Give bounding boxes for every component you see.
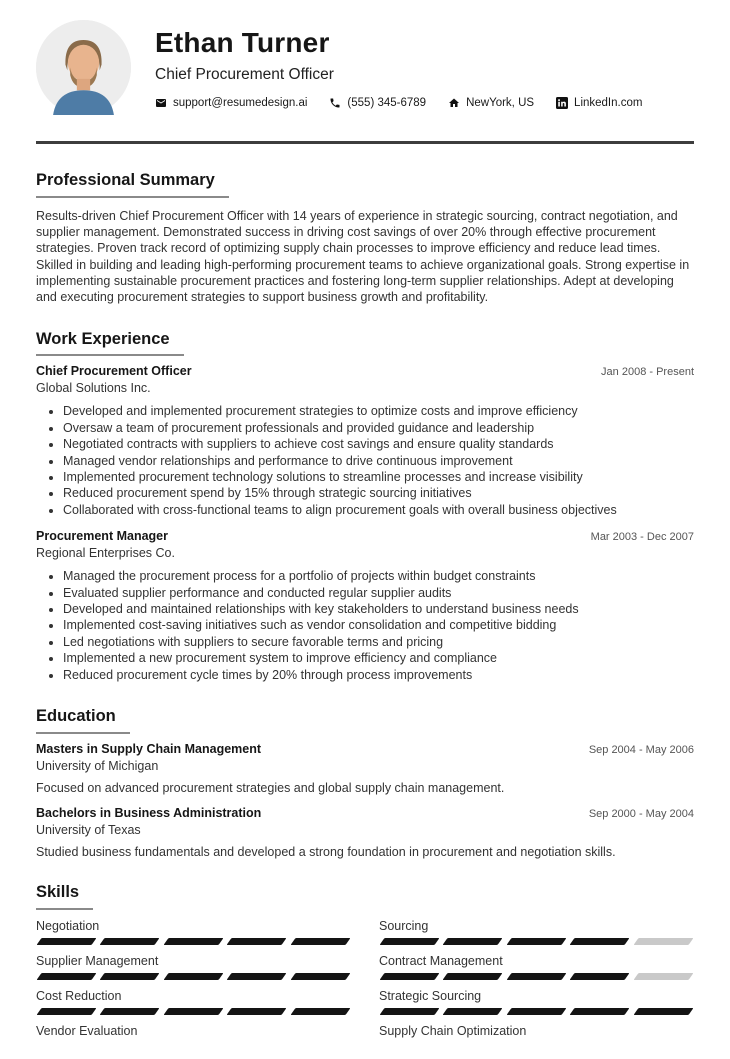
skill-name: Supplier Management — [36, 953, 159, 968]
skill-bar — [36, 1008, 351, 1015]
degree-entry — [36, 742, 694, 795]
section-heading-experience: Work Experience — [36, 330, 184, 357]
degree-school: University of Michigan — [36, 758, 159, 773]
skill-bar-segment — [290, 938, 350, 945]
linkedin-icon — [556, 97, 568, 109]
skills-column — [36, 919, 351, 1059]
skill-bar-segment — [100, 973, 160, 980]
contact-location-text: NewYork, US — [466, 96, 535, 109]
skill-bar — [379, 1008, 694, 1015]
job-dates: Mar 2003 - Dec 2007 — [590, 531, 694, 544]
skill-item — [379, 1024, 694, 1050]
skill-bar — [379, 1043, 694, 1050]
section-skills — [36, 883, 694, 1059]
skill-item — [36, 989, 351, 1015]
bullet-item: • Reduced procurement cycle times by 20% through process improvements — [63, 667, 694, 683]
skill-name: Strategic Sourcing — [379, 988, 482, 1003]
skill-bar — [36, 973, 351, 980]
skill-bar-segment — [37, 1008, 97, 1015]
skill-name: Sourcing — [379, 918, 429, 933]
resume-header — [36, 20, 694, 115]
contact-row — [155, 97, 642, 109]
skill-bar — [379, 938, 694, 945]
bullet-item: • Reduced procurement spend by 15% through strategic sourcing initiatives — [63, 485, 694, 501]
job-entry-head — [36, 364, 694, 378]
contact-phone — [329, 97, 426, 109]
contact-linkedin-text: LinkedIn.com — [574, 96, 643, 109]
skill-bar-segment — [570, 938, 630, 945]
degree-dates: Sep 2004 - May 2006 — [588, 743, 694, 756]
skill-bar-segment — [633, 938, 693, 945]
job-company: Global Solutions Inc. — [36, 381, 151, 396]
skill-bar — [379, 973, 694, 980]
section-heading-skills: Skills — [36, 883, 93, 910]
contact-location — [448, 97, 534, 109]
skill-bar-segment — [290, 1008, 350, 1015]
header-text — [155, 20, 642, 115]
skill-bar-segment — [290, 973, 350, 980]
bullet-item: • Evaluated supplier performance and conducted regular supplier audits — [63, 585, 694, 601]
bullet-item: • Implemented cost-saving initiatives such as vendor consolidation and competitive bidding — [63, 617, 694, 633]
skill-item — [36, 919, 351, 945]
bullet-item: • Implemented procurement technology solutions to streamline processes and increase visibility — [63, 469, 694, 485]
degree-description: Studied business fundamentals and developed a strong foundation in procurement and negotiation skills. — [36, 844, 616, 859]
skill-bar-segment — [570, 973, 630, 980]
degree-school: University of Texas — [36, 822, 141, 837]
skill-item — [379, 989, 694, 1015]
degree-list — [36, 742, 694, 859]
summary-text: Results-driven Chief Procurement Officer with 14 years of experience in strategic sourcing, contract negotiation, and supplier management. Demonstrated success in driving cost savings of over 20% through effective procurement strategies. Proven track record of optimizing supply chain processes to improve efficiency and reduce lead times. Skilled in building and leading high-performing procurement teams to achieve organizational goals. Strong expertise in implementing sustainable procurement practices and fostering long-term supplier relationships. Adept at developing and executing procurement strategies to support business growth and profitability. — [36, 208, 690, 305]
skill-bar-segment — [163, 973, 223, 980]
degree-dates: Sep 2000 - May 2004 — [588, 807, 694, 820]
skill-bar-segment — [380, 973, 440, 980]
skill-bar-segment — [443, 938, 503, 945]
contact-email — [155, 97, 307, 109]
section-heading-summary: Professional Summary — [36, 171, 229, 198]
skill-bar-segment — [227, 1008, 287, 1015]
degree-entry-head — [36, 742, 694, 756]
skills-column — [379, 919, 694, 1059]
skill-bar-segment — [633, 973, 693, 980]
job-bullets — [36, 568, 694, 683]
bullet-item: • Managed vendor relationships and performance to drive continuous improvement — [63, 453, 694, 469]
bullet-item: • Implemented a new procurement system to improve efficiency and compliance — [63, 650, 694, 666]
avatar — [36, 20, 131, 115]
skill-bar-segment — [570, 1008, 630, 1015]
job-list — [36, 364, 694, 683]
job-entry-head — [36, 529, 694, 543]
person-name: Ethan Turner — [155, 27, 330, 58]
contact-email-text: support@resumedesign.ai — [173, 96, 308, 109]
bullet-item: • Developed and implemented procurement strategies to optimize costs and improve efficiency — [63, 403, 694, 419]
skill-bar-segment — [163, 1008, 223, 1015]
section-education — [36, 707, 694, 859]
bullet-item: • Developed and maintained relationships with key stakeholders to understand business needs — [63, 601, 694, 617]
contact-phone-text: (555) 345-6789 — [347, 96, 427, 109]
job-company: Regional Enterprises Co. — [36, 546, 175, 561]
skills-grid — [36, 919, 694, 1059]
email-icon — [155, 97, 167, 109]
job-title: Procurement Manager — [36, 529, 168, 544]
skill-bar-segment — [443, 1008, 503, 1015]
skill-item — [36, 954, 351, 980]
degree-description: Focused on advanced procurement strategies and global supply chain management. — [36, 780, 505, 795]
header-divider — [36, 141, 694, 144]
skill-bar — [36, 938, 351, 945]
skill-bar-segment — [37, 973, 97, 980]
skill-bar-segment — [100, 1008, 160, 1015]
job-entry — [36, 364, 694, 518]
skill-name: Supply Chain Optimization — [379, 1023, 527, 1038]
bullet-item: • Negotiated contracts with suppliers to achieve cost savings and ensure quality standards — [63, 436, 694, 452]
skill-name: Cost Reduction — [36, 988, 122, 1003]
bullet-item: • Collaborated with cross-functional teams to align procurement goals with overall business objectives — [63, 502, 694, 518]
job-entry — [36, 529, 694, 683]
skill-name: Vendor Evaluation — [36, 1023, 138, 1038]
degree-entry — [36, 806, 694, 859]
skill-bar-segment — [506, 938, 566, 945]
degree-title: Bachelors in Business Administration — [36, 805, 262, 820]
skill-item — [379, 954, 694, 980]
skill-bar — [36, 1043, 351, 1050]
skill-bar-segment — [380, 938, 440, 945]
job-dates: Jan 2008 - Present — [601, 366, 694, 379]
skill-bar-segment — [443, 973, 503, 980]
phone-icon — [329, 97, 341, 109]
skill-bar-segment — [227, 938, 287, 945]
skill-item — [379, 919, 694, 945]
section-heading-education: Education — [36, 707, 130, 734]
job-title: Chief Procurement Officer — [36, 364, 192, 379]
degree-title: Masters in Supply Chain Management — [36, 741, 262, 756]
bullet-item: • Oversaw a team of procurement professionals and provided guidance and leadership — [63, 420, 694, 436]
person-title: Chief Procurement Officer — [155, 65, 334, 83]
contact-linkedin — [556, 97, 642, 109]
skill-bar-segment — [506, 973, 566, 980]
degree-entry-head — [36, 806, 694, 820]
skill-bar-segment — [100, 938, 160, 945]
skill-bar-segment — [633, 1008, 693, 1015]
bullet-item: • Managed the procurement process for a portfolio of projects within budget constraints — [63, 568, 694, 584]
bullet-item: • Led negotiations with suppliers to secure favorable terms and pricing — [63, 634, 694, 650]
skill-bar-segment — [37, 938, 97, 945]
skill-bar-segment — [227, 973, 287, 980]
skill-name: Contract Management — [379, 953, 503, 968]
skill-bar-segment — [506, 1008, 566, 1015]
section-work-experience — [36, 330, 694, 683]
section-professional-summary — [36, 171, 694, 306]
skill-bar-segment — [380, 1008, 440, 1015]
skill-bar-segment — [163, 938, 223, 945]
job-bullets — [36, 403, 694, 518]
home-icon — [448, 97, 460, 109]
skill-item — [36, 1024, 351, 1050]
skill-name: Negotiation — [36, 918, 100, 933]
avatar-photo-illustration — [36, 20, 131, 115]
